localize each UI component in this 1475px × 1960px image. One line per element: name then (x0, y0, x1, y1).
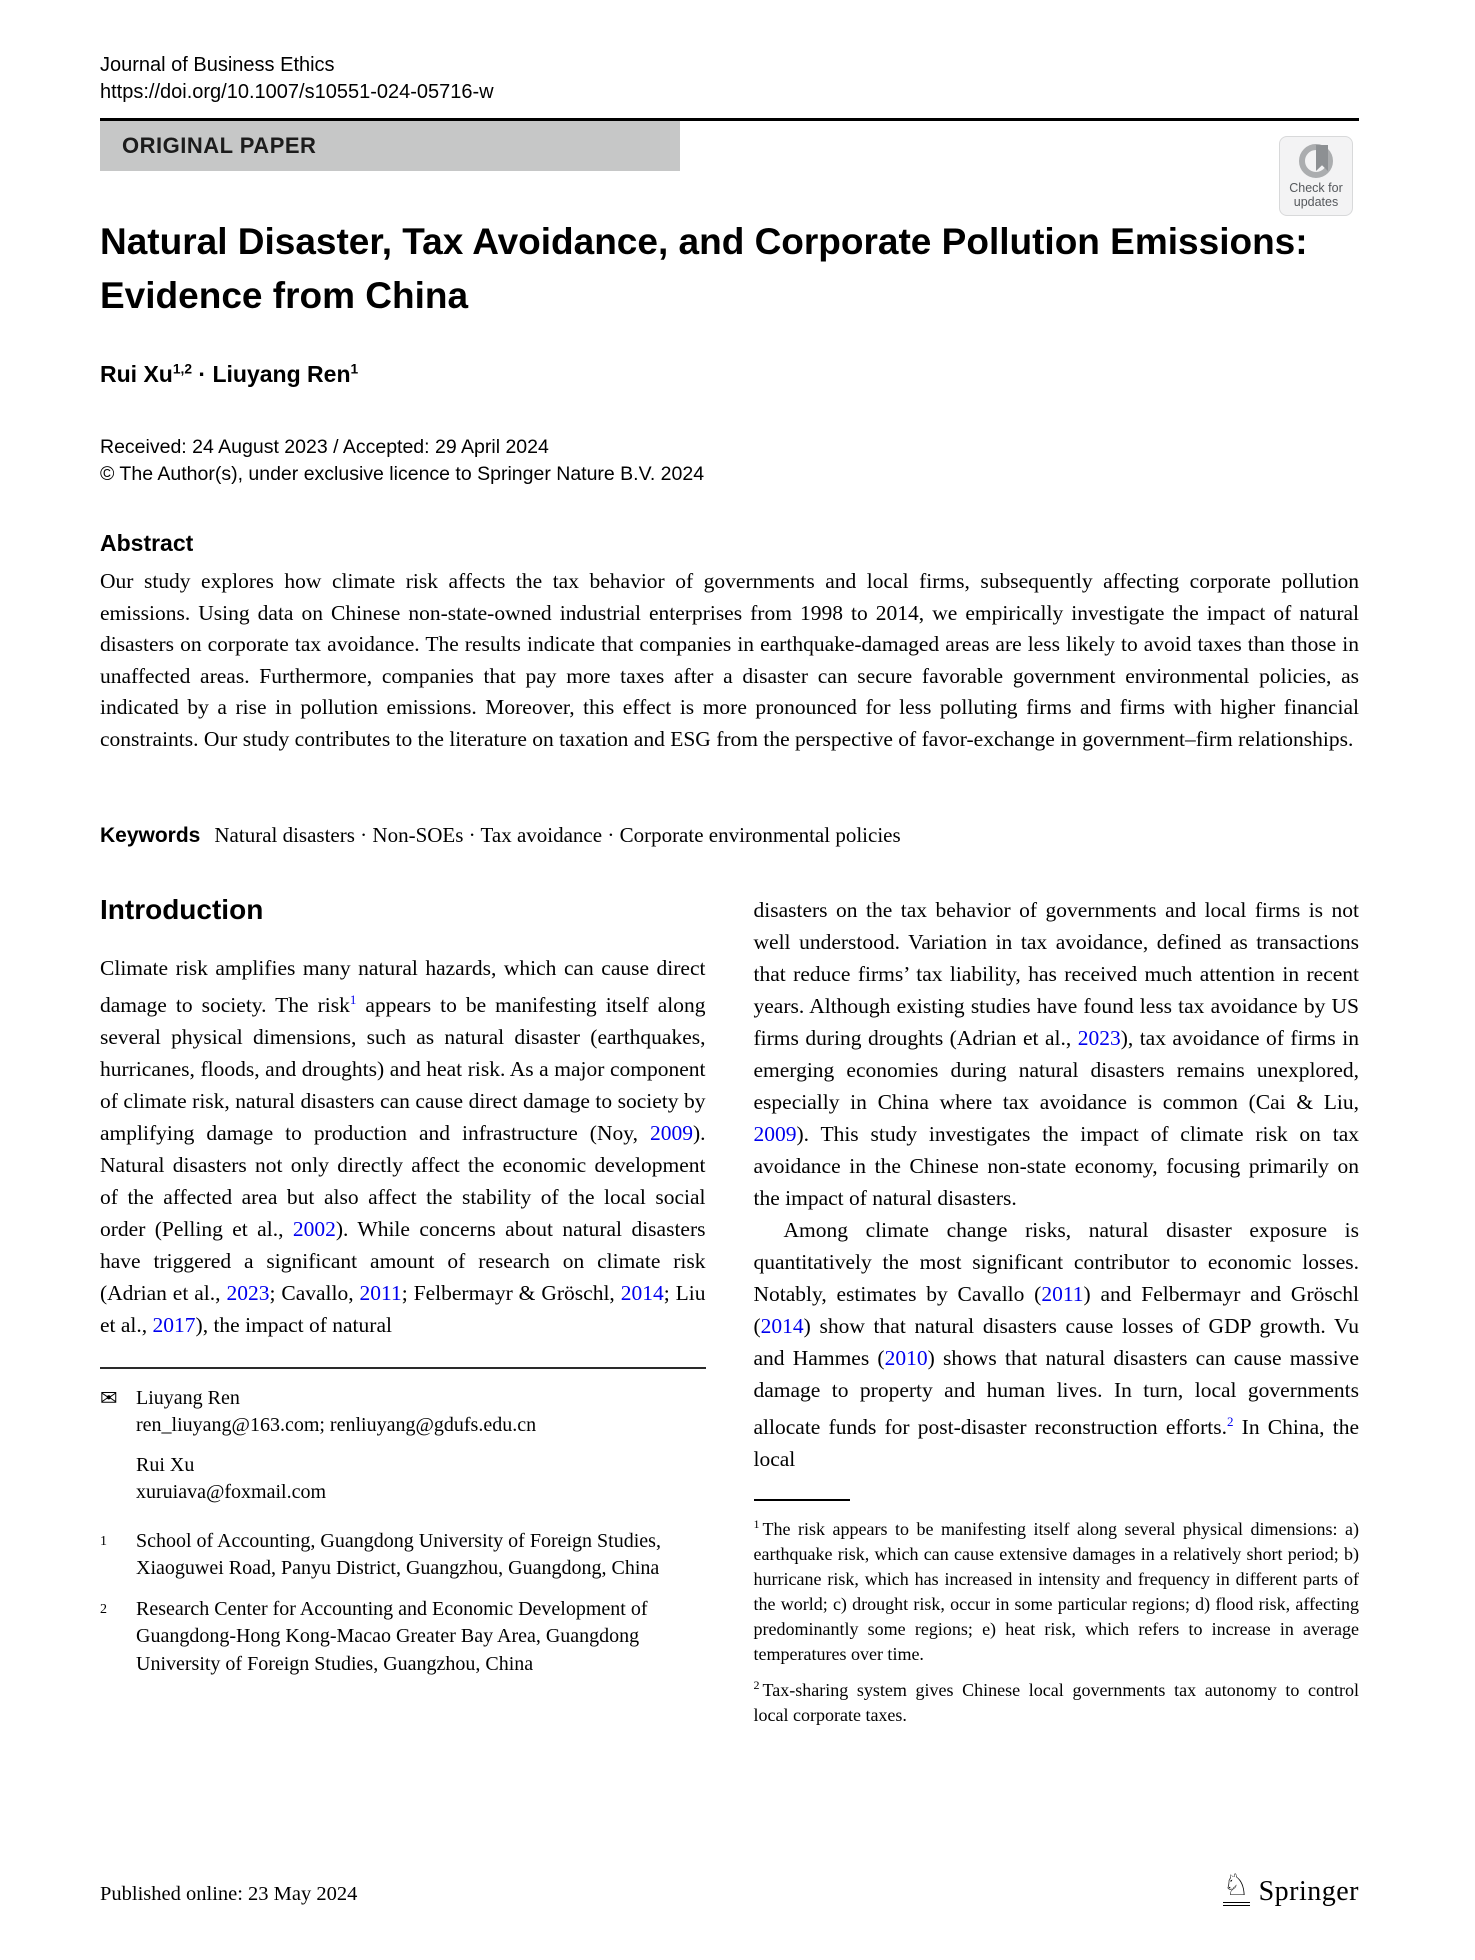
citation-link[interactable]: 2023 (226, 1280, 270, 1305)
right-column (754, 894, 1360, 1860)
citation-link[interactable]: 2017 (152, 1312, 196, 1337)
footnote-2: $^2$ Tax-sharing system gives Chinese local governments tax autonomy to control local corporate taxes. (753, 1677, 1359, 1725)
affiliation-1 (100, 1528, 706, 1583)
title-line-2: Evidence from China (100, 275, 469, 316)
introduction-paragraph-right-2: Among climate change risks, natural disaster exposure is quantitatively the most significant contributor to economic losses. Notably, estimates by Cavallo (2011) and Felbermayr and Gröschl (2014) show that natural disasters cause losses of GDP growth. Vu and Hammes (2010) shows that natural disasters can cause massive damage to property and human lives. In turn, local governments allocate funds for post-disaster reconstruction efforts.$^2$ In China, the local (753, 1217, 1359, 1471)
received-accepted-line: Received: 24 August 2023 / Accepted: 29 April 2024 (100, 436, 549, 458)
citation-link[interactable]: 2023 (1077, 1025, 1121, 1050)
citation-link[interactable]: 2011 (1041, 1281, 1084, 1306)
footnotes-block (754, 1499, 1360, 1734)
doi-link[interactable]: https://doi.org/10.1007/s10551-024-05716-w (100, 81, 494, 103)
published-online: Published online: 23 May 2024 (100, 1883, 358, 1905)
author-list: Rui Xu$^{1,2}$ · Liuyang Ren$^1$ (100, 361, 359, 387)
left-column (100, 894, 706, 1860)
citation-link[interactable]: 2002 (292, 1216, 336, 1241)
citation-link[interactable]: 2014 (760, 1313, 804, 1338)
corresponding-author-name: Liuyang Ren (136, 1386, 240, 1409)
page-title (100, 215, 1359, 323)
keywords-label: Keywords (100, 823, 201, 847)
springer-horse-icon: ♘ (1223, 1871, 1250, 1906)
article-dates (100, 434, 1359, 488)
corresponding-author-row (100, 1385, 706, 1439)
abstract-heading: Abstract (100, 530, 194, 556)
title-line-1: Natural Disaster, Tax Avoidance, and Corporate Pollution Emissions: (100, 221, 1308, 262)
springer-logo (1223, 1871, 1359, 1906)
check-for-updates-badge[interactable] (1279, 136, 1353, 216)
affiliation-1-marker: 1 (100, 1533, 107, 1549)
introduction-heading: Introduction (100, 893, 264, 925)
affiliation-1-text: School of Accounting, Guangdong University of Foreign Studies, Xiaoguwei Road, Panyu District, Guangzhou, Guangdong, China (136, 1529, 661, 1580)
page-footer (100, 1859, 1359, 1906)
banner-row (100, 121, 1359, 210)
introduction-paragraph-right-1: disasters on the tax behavior of governments and local firms is not well understood. Variation in tax avoidance, defined as transactions that reduce firms’ tax liability, has received much attention in recent years. Although existing studies have found less tax avoidance by US firms during droughts (Adrian et al., 2023), tax avoidance of firms in emerging economies during natural disasters remains unexplored, especially in China where tax avoidance is common (Cai & Liu, 2009). This study investigates the impact of climate risk on tax avoidance in the Chinese non-state economy, focusing primarily on the impact of natural disasters. (753, 897, 1359, 1210)
footnote-divider (754, 1499, 850, 1501)
affiliation-list (100, 1528, 706, 1679)
crossmark-icon (1299, 144, 1333, 178)
author-name: Rui Xu (136, 1453, 195, 1476)
author-email[interactable]: xuruiava@foxmail.com (136, 1480, 327, 1503)
bookmark-icon (1316, 145, 1328, 171)
contact-block (100, 1367, 706, 1692)
citation-link[interactable]: 2010 (884, 1345, 928, 1370)
keywords-row (100, 823, 1359, 848)
springer-wordmark: Springer (1258, 1876, 1359, 1907)
check-badge-label: Check for updates (1289, 181, 1343, 210)
citation-link[interactable]: 2011 (359, 1280, 402, 1305)
abstract-text: Our study explores how climate risk affects the tax behavior of governments and local firms, subsequently affecting corporate pollution emissions. Using data on Chinese non-state-owned industrial enterprises from 1998 to 2014, we empirically investigate the impact of natural disasters on corporate tax avoidance. The results indicate that companies in earthquake-damaged areas are less likely to avoid taxes than those in unaffected areas. Furthermore, companies that pay more taxes after a disaster can secure favorable government environmental policies, as indicated by a rise in pollution emissions. Moreover, this effect is more pronounced for less polluting firms and firms with higher financial constraints. Our study contributes to the literature on taxation and ESG from the perspective of favor-exchange in government–firm relationships. (100, 569, 1359, 751)
keywords-text: Natural disasters · Non-SOEs · Tax avoidance · Corporate environmental policies (214, 822, 901, 847)
copyright-line: © The Author(s), under exclusive licence to Springer Nature B.V. 2024 (100, 463, 705, 485)
article-type-banner: ORIGINAL PAPER (100, 121, 680, 171)
journal-name: Journal of Business Ethics (100, 54, 335, 76)
footnote-marker-link[interactable]: 2 (1226, 1413, 1234, 1429)
corresponding-author-emails[interactable]: ren_liuyang@163.com; renliuyang@gdufs.edu.cn (136, 1413, 537, 1436)
footnote-1: $^1$ The risk appears to be manifesting itself along several physical dimensions: a) earthquake risk, which can cause extensive damages in a relatively short period; b) hurricane risk, which has increased in intensity and frequency in different parts of the world; c) drought risk, occur in some particular regions; d) flood risk, affecting predominantly some regions; e) heat risk, which refers to increase in average temperatures over time. (753, 1516, 1359, 1664)
email-icon: ✉ (100, 1385, 118, 1410)
introduction-paragraph-left: Climate risk amplifies many natural hazards, which can cause direct damage to society. The risk$^1$ appears to be manifesting itself along several physical dimensions, such as natural disaster (earthquakes, hurricanes, floods, and droughts) and heat risk. As a major component of climate risk, natural disasters can cause direct damage to society by amplifying damage to production and infrastructure (Noy, 2009). Natural disasters not only directly affect the economic development of the affected area but also affect the stability of the local social order (Pelling et al., 2002). While concerns about natural disasters have triggered a significant amount of research on climate risk (Adrian et al., 2023; Cavallo, 2011; Felbermayr & Gröschl, 2014; Liu et al., 2017), the impact of natural (100, 955, 706, 1337)
contact-spacer (100, 1452, 136, 1506)
affiliation-2 (100, 1596, 706, 1679)
body-columns (100, 894, 1359, 1860)
citation-link[interactable]: 2009 (753, 1121, 797, 1146)
affiliation-2-marker: 2 (100, 1601, 107, 1617)
citation-link[interactable]: 2009 (649, 1120, 693, 1145)
affiliation-2-text: Research Center for Accounting and Economic Development of Guangdong-Hong Kong-Macao Greater Bay Area, Guangdong University of Foreign Studies, Guangzhou, China (136, 1597, 648, 1675)
citation-link[interactable]: 2014 (620, 1280, 664, 1305)
footnote-marker-link[interactable]: 1 (349, 991, 357, 1007)
author-contact-row (100, 1452, 706, 1506)
contact-divider (100, 1367, 706, 1369)
